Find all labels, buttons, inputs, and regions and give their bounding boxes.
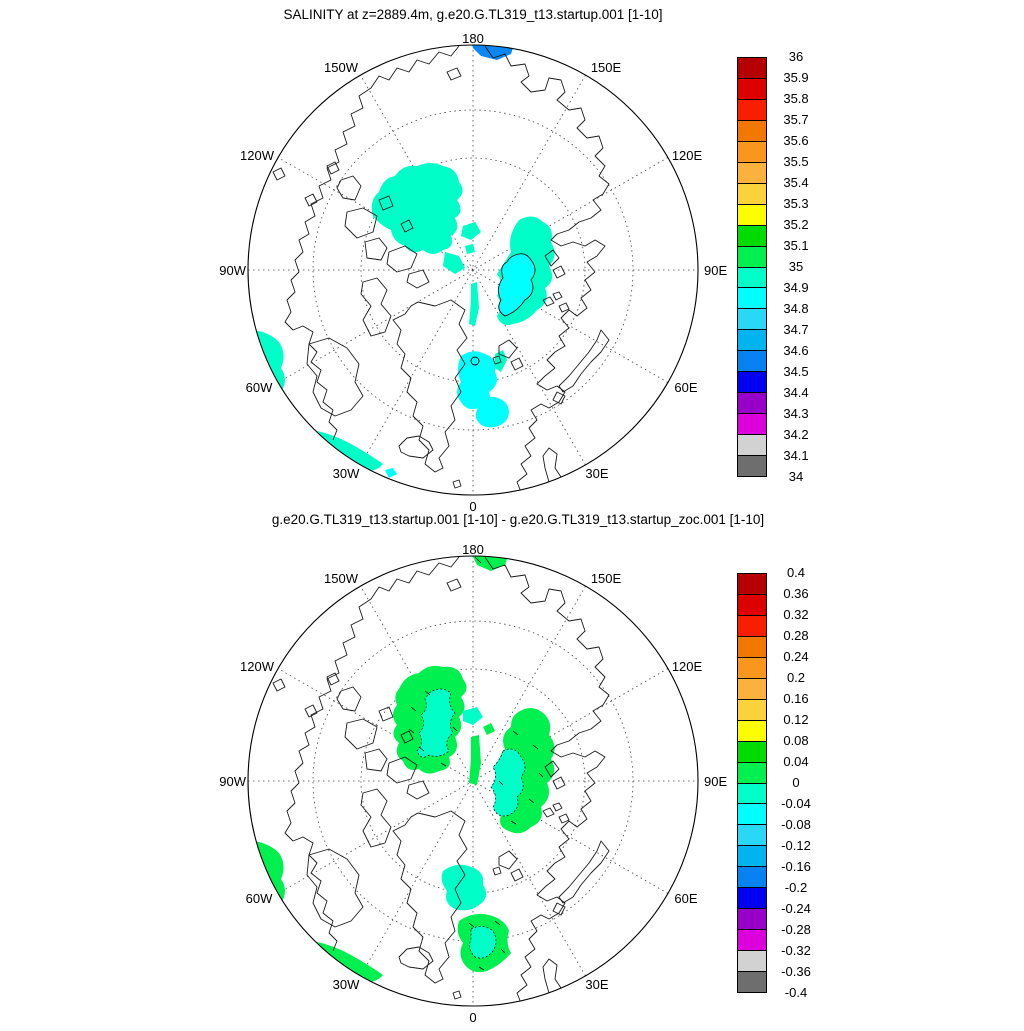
colorbar-swatch xyxy=(738,866,766,887)
colorbar-tick-label: 34.2 xyxy=(783,427,809,442)
colorbar-tick-label: -0.32 xyxy=(781,943,811,958)
patch-tiny-dot xyxy=(385,468,397,478)
colorbar-swatch xyxy=(738,141,766,162)
colorbar-panel-1 xyxy=(737,49,809,484)
colorbar-swatch xyxy=(738,413,766,434)
colorbar-tick-label: 34.8 xyxy=(783,301,809,316)
colorbar-tick-label: 0 xyxy=(792,775,800,790)
diff-near-pole-green xyxy=(483,723,495,735)
colorbar-tick-label: 0.12 xyxy=(783,712,809,727)
colorbar-tick-label: 34.6 xyxy=(783,343,809,358)
colorbar-swatch xyxy=(738,455,766,476)
colorbar-tick-label: 0.28 xyxy=(783,628,809,643)
colorbar-tick-label: -0.04 xyxy=(781,796,811,811)
colorbar-tick-label: 0.4 xyxy=(786,565,806,580)
colorbar-swatch xyxy=(738,183,766,204)
colorbar-tick-label: 34.5 xyxy=(783,364,809,379)
colorbar-swatch xyxy=(738,329,766,350)
colorbar-tick-label: -0.36 xyxy=(781,964,811,979)
colorbar-tick-label: -0.16 xyxy=(781,859,811,874)
lon-label-60w: 60W xyxy=(245,380,273,395)
colorbar-swatch xyxy=(738,267,766,288)
colorbar-tick-label: 35.7 xyxy=(783,112,809,127)
colorbar-swatch xyxy=(738,678,766,699)
colorbar-tick-label: 0.08 xyxy=(783,733,809,748)
lon-label-0: 0 xyxy=(469,499,477,514)
colorbar-swatch xyxy=(738,225,766,246)
lon-label-150w: 150W xyxy=(324,571,358,586)
colorbar-tick-label: 34.1 xyxy=(783,448,809,463)
salinity-patches xyxy=(251,42,554,478)
colorbar-tick-label: 35.3 xyxy=(783,196,809,211)
colorbar-swatch xyxy=(738,371,766,392)
map-panel-2 xyxy=(213,531,733,1031)
colorbar-swatch xyxy=(738,971,766,992)
colorbar-swatch xyxy=(738,99,766,120)
colorbar-tick-label: 36 xyxy=(788,49,804,64)
colorbar-swatch xyxy=(738,434,766,455)
colorbar-swatch xyxy=(738,783,766,804)
diff-baffin-bay-edge xyxy=(251,841,285,924)
colorbar-ticks xyxy=(773,566,819,1000)
colorbar-swatch xyxy=(738,845,766,866)
colorbar-tick-label: 0.24 xyxy=(783,649,809,664)
colorbar-tick-label: 0.16 xyxy=(783,691,809,706)
colorbar-swatch xyxy=(738,350,766,371)
colorbar-tick-label: 35.9 xyxy=(783,70,809,85)
lon-label-90w: 90W xyxy=(219,263,246,278)
map-panel-1 xyxy=(213,20,733,520)
patch-near-pole-2 xyxy=(465,244,475,254)
lon-label-120w: 120W xyxy=(240,148,274,163)
patch-fram-strand xyxy=(469,282,479,326)
colorbar-swatches xyxy=(737,573,767,993)
colorbar-swatch xyxy=(738,908,766,929)
colorbar-swatch xyxy=(738,574,766,594)
colorbar-swatch xyxy=(738,204,766,225)
lon-label-30w: 30W xyxy=(332,977,360,992)
colorbar-tick-label: -0.4 xyxy=(784,985,808,1000)
lon-label-150e: 150E xyxy=(590,571,622,586)
lon-label-180: 180 xyxy=(462,542,484,557)
colorbar-swatch xyxy=(738,594,766,615)
colorbar-panel-2 xyxy=(737,565,811,1000)
colorbar-tick-label: 35.4 xyxy=(783,175,809,190)
colorbar-tick-label: 35.5 xyxy=(783,154,809,169)
lon-label-60e: 60E xyxy=(674,380,698,395)
colorbar-tick-label: 0.2 xyxy=(786,670,806,685)
colorbar-swatch xyxy=(738,246,766,267)
colorbar-swatch xyxy=(738,699,766,720)
lon-label-30e: 30E xyxy=(585,977,609,992)
longitude-labels xyxy=(219,31,727,514)
colorbar-tick-label: 34.9 xyxy=(783,280,809,295)
lon-label-120e: 120E xyxy=(671,659,703,674)
colorbar-tick-label: 34.4 xyxy=(783,385,809,400)
lon-label-180: 180 xyxy=(462,31,484,46)
diff-greenland-sea-turquoise xyxy=(442,865,487,911)
colorbar-swatch xyxy=(738,308,766,329)
lon-label-120w: 120W xyxy=(240,659,274,674)
colorbar-tick-label: 35.6 xyxy=(783,133,809,148)
colorbar-swatch xyxy=(738,392,766,413)
colorbar-tick-label: 35 xyxy=(788,259,804,274)
patch-near-pole-1 xyxy=(461,222,481,240)
lon-label-30w: 30W xyxy=(332,466,360,481)
diff-near-pole-turquoise xyxy=(463,707,483,725)
diff-labrador-sea-edge xyxy=(313,941,383,982)
colorbar-swatch xyxy=(738,58,766,78)
difference-patches xyxy=(251,553,554,982)
diff-fram-strand xyxy=(469,735,481,785)
lon-label-150e: 150E xyxy=(590,60,622,75)
colorbar-swatch xyxy=(738,636,766,657)
lon-label-60w: 60W xyxy=(245,891,273,906)
lon-label-60e: 60E xyxy=(674,891,698,906)
lon-label-90w: 90W xyxy=(219,774,246,789)
lon-label-90e: 90E xyxy=(704,774,728,789)
colorbar-tick-label: -0.12 xyxy=(781,838,811,853)
patch-canada-basin-tail xyxy=(443,252,465,274)
colorbar-tick-label: 35.2 xyxy=(783,217,809,232)
colorbar-ticks xyxy=(773,50,819,484)
colorbar-tick-label: 0.36 xyxy=(783,586,809,601)
colorbar-swatches xyxy=(737,57,767,477)
patch-labrador-sea-edge xyxy=(313,430,383,471)
lon-label-90e: 90E xyxy=(704,263,728,278)
colorbar-tick-label: -0.28 xyxy=(781,922,811,937)
patch-canada-basin xyxy=(372,163,463,254)
colorbar-tick-label: 34.3 xyxy=(783,406,809,421)
colorbar-swatch xyxy=(738,162,766,183)
colorbar-swatch xyxy=(738,657,766,678)
colorbar-swatch xyxy=(738,287,766,308)
colorbar-swatch xyxy=(738,803,766,824)
lon-label-150w: 150W xyxy=(324,60,358,75)
colorbar-swatch xyxy=(738,762,766,783)
colorbar-swatch xyxy=(738,950,766,971)
colorbar-swatch xyxy=(738,741,766,762)
colorbar-tick-label: 0.04 xyxy=(783,754,809,769)
colorbar-swatch xyxy=(738,120,766,141)
colorbar-tick-label: 34 xyxy=(788,469,804,484)
colorbar-swatch xyxy=(738,78,766,99)
patch-baffin-bay-edge xyxy=(251,330,285,413)
colorbar-swatch xyxy=(738,929,766,950)
colorbar-tick-label: 34.7 xyxy=(783,322,809,337)
colorbar-tick-label: 0.32 xyxy=(783,607,809,622)
colorbar-swatch xyxy=(738,615,766,636)
colorbar-tick-label: -0.2 xyxy=(784,880,808,895)
panel-1-title: SALINITY at z=2889.4m, g.e20.G.TL319_t13.startup.001 [1-10] xyxy=(283,7,663,22)
colorbar-swatch xyxy=(738,720,766,741)
colorbar-tick-label: 35.8 xyxy=(783,91,809,106)
colorbar-tick-label: -0.08 xyxy=(781,817,811,832)
lon-label-0: 0 xyxy=(469,1010,477,1025)
colorbar-swatch xyxy=(738,887,766,908)
lon-label-120e: 120E xyxy=(671,148,703,163)
patch-norwegian-sea xyxy=(476,397,509,428)
lon-label-30e: 30E xyxy=(585,466,609,481)
colorbar-tick-label: -0.24 xyxy=(781,901,811,916)
colorbar-tick-label: 35.1 xyxy=(783,238,809,253)
colorbar-swatch xyxy=(738,824,766,845)
panel-2-title: g.e20.G.TL319_t13.startup.001 [1-10] - g.e20.G.TL319_t13.startup_zoc.001 [1-10] xyxy=(271,512,765,527)
